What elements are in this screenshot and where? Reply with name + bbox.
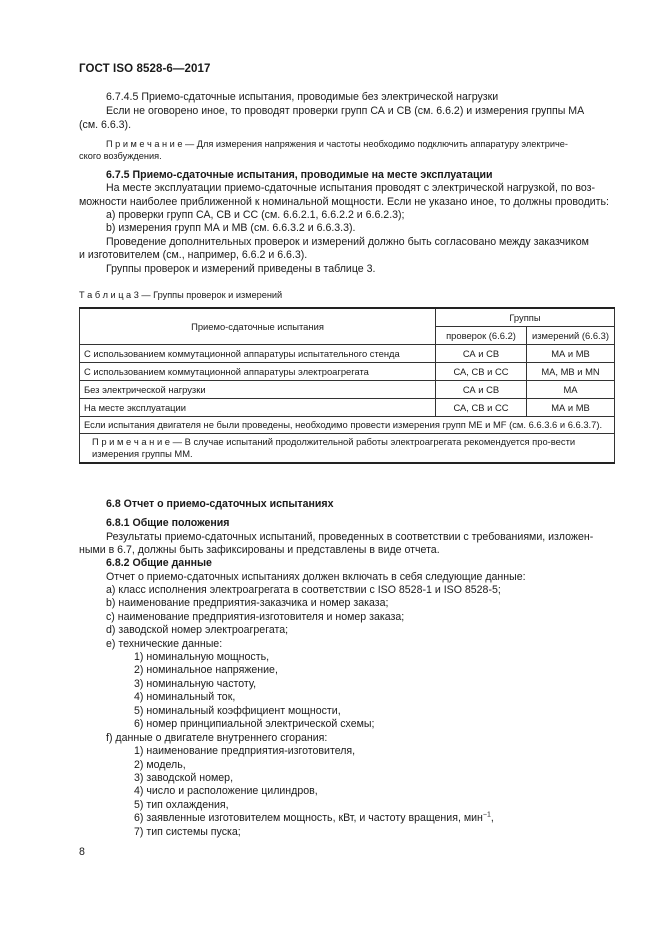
table-note-text: — В случае испытаний продолжительной работы электроагрегата рекомендуется про-вести измерения группы ММ. [92, 435, 576, 459]
paragraph: Отчет о приемо-сдаточных испытаниях должен включать в себя следующие данные: [106, 571, 526, 583]
table-footnote: Если испытания двигателя не были проведены, необходимо провести измерения групп ME и MF (см. 6.6.3.6 и 6.6.3.7). [80, 416, 615, 433]
table-note [80, 433, 615, 463]
paragraph: Проведение дополнительных проверок и измерений должно быть согласовано между заказчиком [106, 236, 589, 248]
sub-list-item: 1) номинальную мощность, [134, 651, 270, 663]
column-header-checks: проверок (6.6.2) [436, 326, 527, 344]
cell-test: С использованием коммутационной аппаратуры электроагрегата [80, 362, 436, 380]
cell-checks: СА и СВ [436, 380, 527, 398]
cell-measures: МА и МВ [527, 398, 615, 416]
table-row [80, 398, 615, 416]
paragraph: можности наиболее приближенной к номинальной мощности. Если не указано иное, то должны проводить: [79, 196, 609, 208]
sub-list-item: 6) номер принципиальной электрической схемы; [134, 718, 375, 730]
table-note-row [80, 433, 615, 463]
sub-list-item: 5) номинальный коэффициент мощности, [134, 705, 341, 717]
sub-list-item: 4) номинальный ток, [134, 691, 236, 703]
list-item: f) данные о двигателе внутреннего сгорания: [106, 732, 328, 744]
note [106, 138, 568, 150]
cell-measures: МА и МВ [527, 344, 615, 362]
cell-checks: СА и СВ [436, 344, 527, 362]
table-footnote-row [80, 416, 615, 433]
sub-list-item [134, 812, 494, 825]
cell-measures: МА [527, 380, 615, 398]
list-item: d) заводской номер электроагрегата; [106, 624, 289, 636]
paragraph: На месте эксплуатации приемо-сдаточные испытания проводят с электрической нагрузкой, по воз- [106, 182, 596, 194]
sub-list-item: 3) номинальную частоту, [134, 678, 257, 690]
section-6-7-5-heading: 6.7.5 Приемо-сдаточные испытания, проводимые на месте эксплуатации [106, 169, 493, 181]
sub-list-item: 3) заводской номер, [134, 772, 234, 784]
column-header-measures: измерений (6.6.3) [527, 326, 615, 344]
sub-list-item: 1) наименование предприятия-изготовителя, [134, 745, 356, 757]
sub-list-item: 4) число и расположение цилиндров, [134, 785, 318, 797]
paragraph: (см. 6.6.3). [79, 119, 132, 131]
cell-test: С использованием коммутационной аппаратуры испытательного стенда [80, 344, 436, 362]
cell-measures: МА, МВ и MN [527, 362, 615, 380]
cell-test: Без электрической нагрузки [80, 380, 436, 398]
paragraph: и изготовителем (см., например, 6.6.2 и 6.6.3). [79, 249, 308, 261]
column-header-groups: Группы [436, 308, 615, 326]
list-item: c) наименование предприятия-изготовителя и номер заказа; [106, 611, 405, 623]
sub-list-item-text: 6) заявленные изготовителем мощность, кВт, и частоту вращения, мин [134, 812, 483, 824]
section-6-7-4-5-heading: 6.7.4.5 Приемо-сдаточные испытания, проводимые без электрической нагрузки [106, 91, 499, 103]
page-number: 8 [79, 846, 85, 858]
paragraph: Группы проверок и измерений приведены в таблице 3. [106, 263, 376, 275]
sub-list-item: 2) модель, [134, 759, 186, 771]
section-6-8-heading: 6.8 Отчет о приемо-сдаточных испытаниях [106, 498, 334, 510]
paragraph: Результаты приемо-сдаточных испытаний, проведенных в соответствии с требованиями, изложен- [106, 531, 594, 543]
table-caption-text: 3 — Группы проверок и измерений [133, 290, 283, 300]
punctuation: , [490, 812, 494, 824]
cell-checks: СА, СВ и СС [436, 398, 527, 416]
list-item: a) класс исполнения электроагрегата в соответствии с ISO 8528-1 и ISO 8528-5; [106, 584, 501, 596]
sub-list-item: 2) номинальное напряжение, [134, 664, 278, 676]
section-6-8-1-heading: 6.8.1 Общие положения [106, 517, 230, 529]
document-code: ГОСТ ISO 8528-6—2017 [79, 63, 211, 75]
table-row [80, 380, 615, 398]
note-label: П р и м е ч а н и е [106, 139, 183, 149]
table-3 [79, 307, 615, 464]
section-6-8-2-heading: 6.8.2 Общие данные [106, 557, 212, 569]
cell-checks: СА, СВ и СС [436, 362, 527, 380]
table-caption [79, 290, 282, 300]
table-row [80, 362, 615, 380]
sub-list-item: 7) тип системы пуска; [134, 826, 241, 838]
table-caption-label: Т а б л и ц а [79, 290, 132, 300]
table-row [80, 344, 615, 362]
list-item: a) проверки групп СА, СВ и СС (см. 6.6.2.1, 6.6.2.2 и 6.6.2.3); [106, 209, 405, 221]
superscript: −1 [482, 811, 491, 819]
table-note-label: П р и м е ч а н и е [92, 435, 171, 447]
column-header-tests: Приемо-сдаточные испытания [80, 308, 436, 344]
sub-list-item: 5) тип охлаждения, [134, 799, 229, 811]
note-text: — Для измерения напряжения и частоты необходимо подключить аппаратуру электриче- [182, 139, 568, 149]
list-item: b) наименование предприятия-заказчика и номер заказа; [106, 597, 389, 609]
paragraph: ными в 6.7, должны быть зафиксированы и представлены в виде отчета. [79, 544, 440, 556]
list-item: e) технические данные: [106, 638, 223, 650]
note-continuation: ского возбуждения. [79, 151, 162, 161]
paragraph: Если не оговорено иное, то проводят проверки групп СА и СВ (см. 6.6.2) и измерения группы МА [106, 105, 585, 117]
cell-test: На месте эксплуатации [80, 398, 436, 416]
list-item: b) измерения групп МА и МВ (см. 6.6.3.2 и 6.6.3.3). [106, 222, 356, 234]
